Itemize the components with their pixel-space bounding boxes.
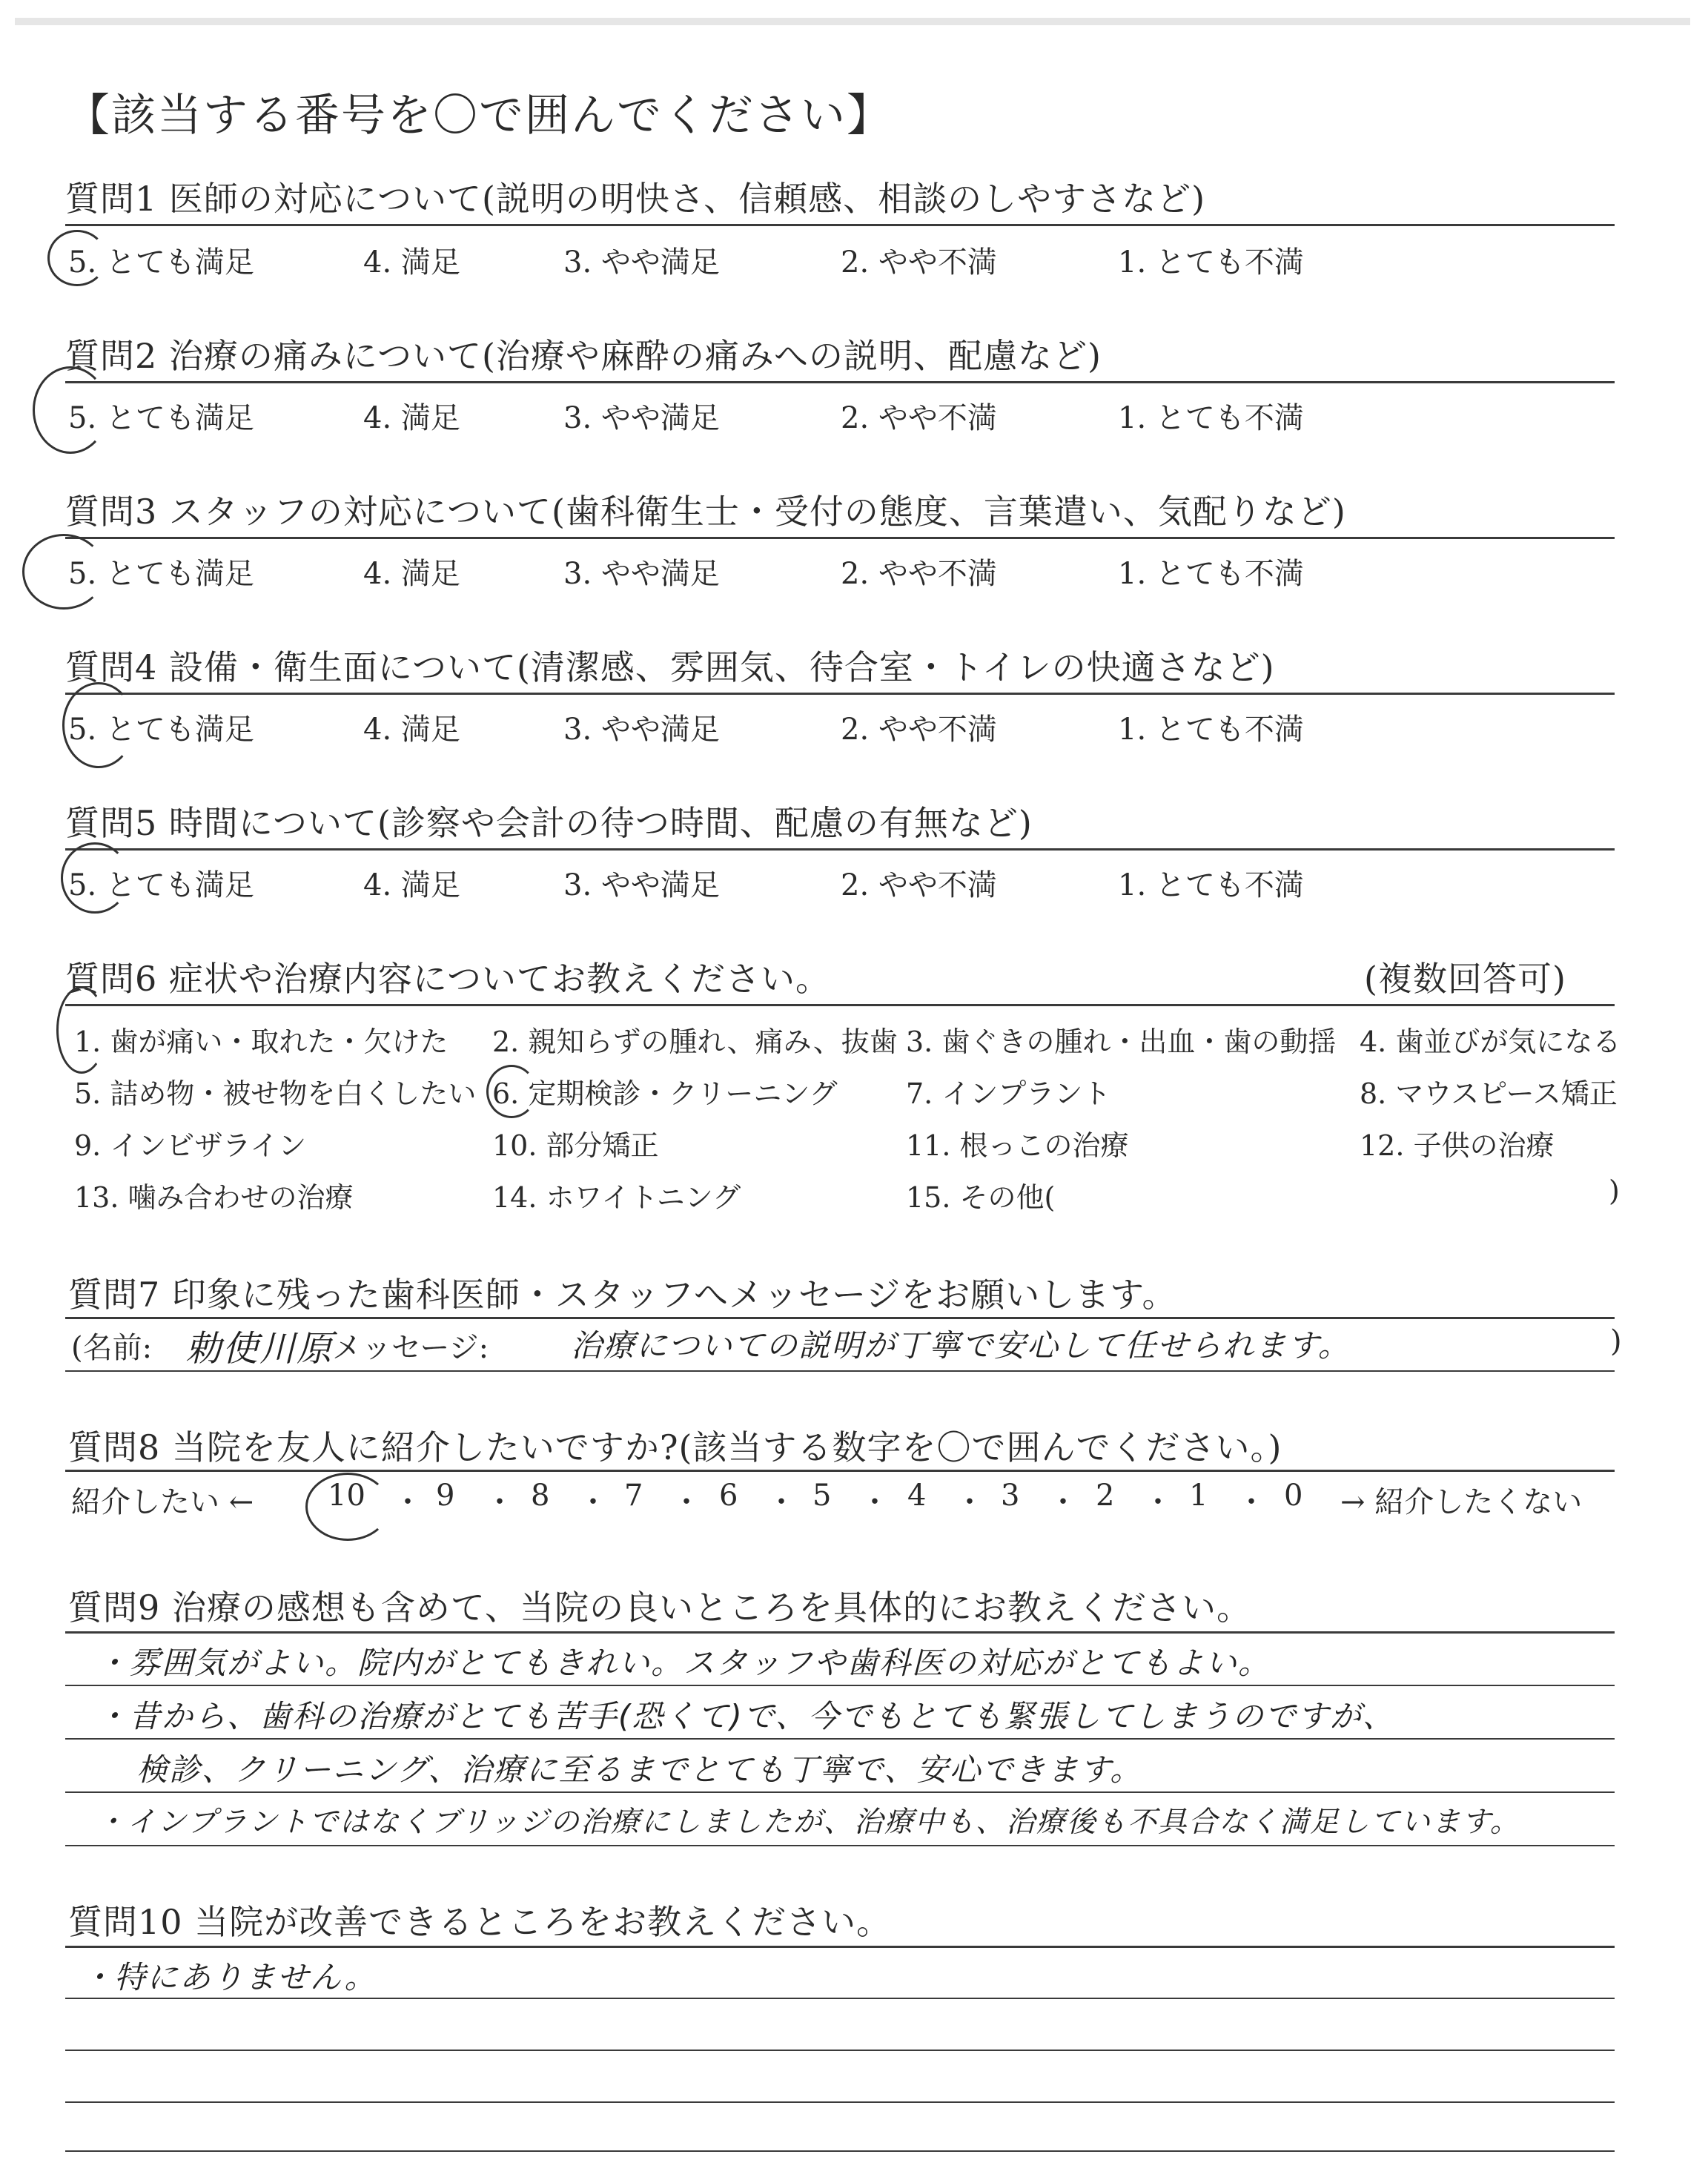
symptom-15-close: ) — [1609, 1175, 1620, 1207]
question-2-title: 質問2 治療の痛みについて(治療や麻酔の痛みへの説明、配慮など) — [65, 336, 1102, 376]
q9-answer-line-4[interactable]: ・インプラントではなくブリッジの治療にしましたが、治療中も、治療後も不具合なく満足しています。 — [96, 1806, 1520, 1839]
symptom-1[interactable]: 1. 歯が痛い・取れた・欠けた — [74, 1025, 448, 1058]
question-7-title: 質問7 印象に残った歯科医師・スタッフへメッセージをお願いします。 — [68, 1275, 1177, 1315]
q6-selection-circle-1 — [56, 986, 107, 1074]
q3-option-2[interactable]: 2. やや不満 — [841, 557, 997, 591]
symptom-11[interactable]: 11. 根っこの治療 — [906, 1129, 1129, 1162]
q8-selection-circle — [305, 1473, 390, 1541]
q2-option-5[interactable]: 5. とても満足 — [68, 401, 254, 435]
q7-name-label: (名前: — [71, 1331, 153, 1365]
q3-selection-circle — [22, 534, 105, 610]
q8-dot: ・ — [1048, 1485, 1078, 1519]
q2-option-3[interactable]: 3. やや満足 — [563, 401, 720, 435]
q4-option-5[interactable]: 5. とても満足 — [68, 713, 254, 747]
q8-dot: ・ — [955, 1485, 984, 1519]
q7-name-value[interactable]: 勅使川原 — [185, 1328, 334, 1370]
question-5-title: 質問5 時間について(診察や会計の待つ時間、配慮の有無など) — [65, 803, 1033, 843]
q1-option-3[interactable]: 3. やや満足 — [563, 245, 720, 280]
q5-option-2[interactable]: 2. やや不満 — [841, 868, 997, 902]
q1-option-5[interactable]: 5. とても満足 — [68, 245, 254, 280]
question-8-title: 質問8 当院を友人に紹介したいですか?(該当する数字を〇で囲んでください。) — [68, 1427, 1282, 1467]
q8-number-7[interactable]: 7 — [624, 1479, 643, 1513]
q2-selection-circle — [33, 366, 108, 454]
question-3-rule — [65, 537, 1615, 539]
q9-answer-line-2[interactable]: ・昔から、歯科の治療がとても苦手(恐くて)で、今でもとても緊張してしまうのですが、 — [96, 1698, 1395, 1734]
q4-option-1[interactable]: 1. とても不満 — [1118, 713, 1304, 747]
q8-number-2[interactable]: 2 — [1096, 1479, 1115, 1513]
question-1-title: 質問1 医師の対応について(説明の明快さ、信頼感、相談のしやすさなど) — [65, 179, 1206, 219]
question-6-note: (複数回答可) — [1364, 959, 1566, 999]
top-border — [15, 18, 1690, 25]
q10-answer-rule-1 — [65, 1998, 1615, 1999]
q8-number-1[interactable]: 1 — [1189, 1479, 1208, 1513]
symptom-8[interactable]: 8. マウスピース矯正 — [1360, 1077, 1618, 1110]
q8-dot: ・ — [393, 1485, 423, 1519]
symptom-15[interactable]: 15. その他( — [906, 1181, 1056, 1214]
q8-left-label: 紹介したい ← — [71, 1485, 254, 1519]
question-9-title: 質問9 治療の感想も含めて、当院の良いところを具体的にお教えください。 — [68, 1588, 1251, 1628]
q8-number-3[interactable]: 3 — [1001, 1479, 1020, 1513]
q8-dot: ・ — [767, 1485, 796, 1519]
q9-answer-rule-3 — [65, 1791, 1615, 1793]
q3-option-1[interactable]: 1. とても不満 — [1118, 557, 1304, 591]
question-5-rule — [65, 848, 1615, 851]
q8-dot: ・ — [860, 1485, 890, 1519]
q4-option-2[interactable]: 2. やや不満 — [841, 713, 997, 747]
q5-option-3[interactable]: 3. やや満足 — [563, 868, 720, 902]
q3-option-3[interactable]: 3. やや満足 — [563, 557, 720, 591]
q1-option-2[interactable]: 2. やや不満 — [841, 245, 997, 280]
question-4-title: 質問4 設備・衛生面について(清潔感、雰囲気、待合室・トイレの快適さなど) — [65, 647, 1275, 687]
q10-answer-rule-3 — [65, 2101, 1615, 2103]
q10-answer-line-1[interactable]: ・特にありません。 — [82, 1959, 377, 1995]
question-3-title: 質問3 スタッフの対応について(歯科衛生士・受付の態度、言葉遣い、気配りなど) — [65, 492, 1346, 532]
symptom-5[interactable]: 5. 詰め物・被せ物を白くしたい — [74, 1077, 477, 1110]
q8-dot: ・ — [1143, 1485, 1173, 1519]
question-4-rule — [65, 693, 1615, 695]
question-8-rule — [65, 1470, 1615, 1472]
q8-number-9[interactable]: 9 — [436, 1479, 455, 1513]
symptom-7[interactable]: 7. インプラント — [906, 1077, 1111, 1110]
question-10-title: 質問10 当院が改善できるところをお教えください。 — [68, 1902, 892, 1942]
q5-option-1[interactable]: 1. とても不満 — [1118, 868, 1304, 902]
q4-selection-circle — [62, 682, 135, 768]
symptom-14[interactable]: 14. ホワイトニング — [492, 1181, 741, 1214]
q10-answer-rule-2 — [65, 2050, 1615, 2051]
q2-option-2[interactable]: 2. やや不満 — [841, 401, 997, 435]
q9-answer-line-1[interactable]: ・雰囲気がよい。院内がとてもきれい。スタッフや歯科医の対応がとてもよい。 — [96, 1645, 1271, 1681]
q4-option-4[interactable]: 4. 満足 — [363, 713, 460, 747]
q1-option-1[interactable]: 1. とても不満 — [1118, 245, 1304, 280]
question-6-rule — [65, 1004, 1615, 1006]
q7-message-value[interactable]: 治療についての説明が丁寧で安心して任せられます。 — [571, 1327, 1351, 1364]
q1-selection-circle — [47, 230, 107, 286]
symptom-6[interactable]: 6. 定期検診・クリーニング — [492, 1077, 838, 1110]
q8-number-6[interactable]: 6 — [719, 1479, 738, 1513]
q8-number-5[interactable]: 5 — [812, 1479, 832, 1513]
q5-option-4[interactable]: 4. 満足 — [363, 868, 460, 902]
q7-close-paren: ) — [1610, 1324, 1622, 1358]
q10-answer-rule-4 — [65, 2150, 1615, 2152]
q7-answer-rule — [65, 1370, 1615, 1372]
q2-option-4[interactable]: 4. 満足 — [363, 401, 460, 435]
question-1-rule — [65, 224, 1615, 226]
q3-option-5[interactable]: 5. とても満足 — [68, 557, 254, 591]
page-title: 【該当する番号を〇で囲んでください】 — [65, 90, 893, 142]
q3-option-4[interactable]: 4. 満足 — [363, 557, 460, 591]
question-10-rule — [65, 1946, 1615, 1948]
q8-dot: ・ — [485, 1485, 514, 1519]
q9-answer-rule-4 — [65, 1845, 1615, 1846]
q8-dot: ・ — [1237, 1485, 1266, 1519]
q8-right-label: → 紹介したくない — [1340, 1485, 1583, 1519]
q9-answer-rule-1 — [65, 1685, 1615, 1686]
q5-selection-circle — [61, 842, 129, 914]
symptom-4[interactable]: 4. 歯並びが気になる — [1360, 1025, 1621, 1058]
q8-number-4[interactable]: 4 — [907, 1479, 927, 1513]
q4-option-3[interactable]: 3. やや満足 — [563, 713, 720, 747]
question-6-title: 質問6 症状や治療内容についてお教えください。 — [65, 959, 830, 999]
q7-message-label: メッセージ: — [332, 1331, 489, 1365]
symptom-9[interactable]: 9. インビザライン — [74, 1129, 307, 1162]
symptom-10[interactable]: 10. 部分矯正 — [492, 1129, 659, 1162]
q2-option-1[interactable]: 1. とても不満 — [1118, 401, 1304, 435]
symptom-12[interactable]: 12. 子供の治療 — [1360, 1129, 1555, 1162]
symptom-3[interactable]: 3. 歯ぐきの腫れ・出血・歯の動揺 — [906, 1025, 1337, 1058]
question-2-rule — [65, 381, 1615, 383]
q8-number-0[interactable]: 0 — [1284, 1479, 1303, 1513]
q8-dot: ・ — [672, 1485, 701, 1519]
q1-option-4[interactable]: 4. 満足 — [363, 245, 460, 280]
question-7-rule — [65, 1317, 1615, 1319]
question-9-rule — [65, 1631, 1615, 1634]
q9-answer-line-3[interactable]: 検診、クリーニング、治療に至るまでとても丁寧で、安心できます。 — [136, 1751, 1143, 1788]
q6-selection-circle-6 — [486, 1065, 537, 1118]
q9-answer-rule-2 — [65, 1738, 1615, 1740]
symptom-13[interactable]: 13. 噛み合わせの治療 — [74, 1181, 354, 1214]
q8-dot: ・ — [578, 1485, 608, 1519]
symptom-2[interactable]: 2. 親知らずの腫れ、痛み、抜歯 — [492, 1025, 898, 1058]
q8-number-8[interactable]: 8 — [531, 1479, 550, 1513]
q8-number-10[interactable]: 10 — [328, 1479, 365, 1513]
q5-option-5[interactable]: 5. とても満足 — [68, 868, 254, 902]
